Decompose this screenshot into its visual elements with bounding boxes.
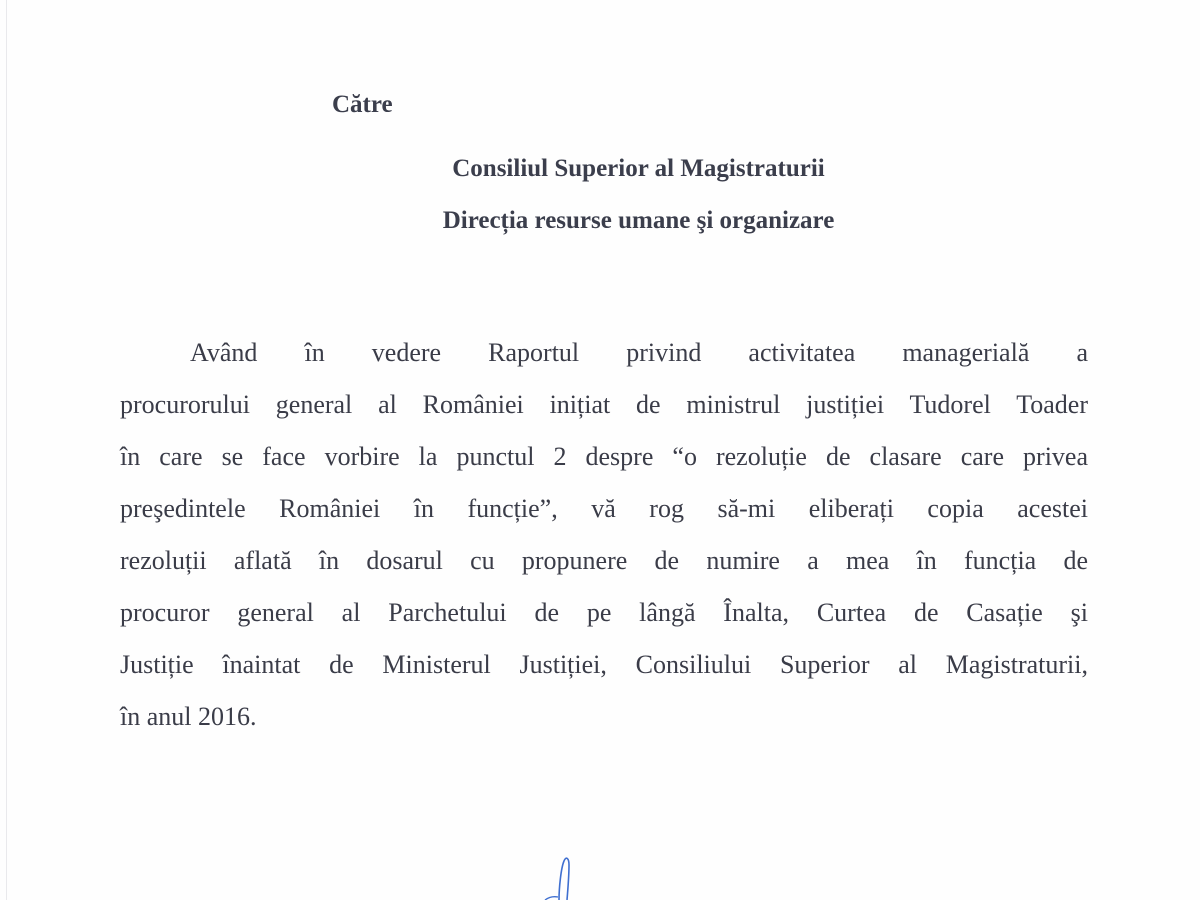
body-line: preşedintele României în funcție”, vă rog să-mi eliberați copia acestei: [120, 494, 1088, 523]
letter-body: [120, 327, 1088, 743]
body-line: procurorului general al României inițiat de ministrul justiției Tudorel Toader: [120, 390, 1088, 419]
recipient-institution: Consiliul Superior al Magistraturii: [452, 155, 825, 182]
signature-mark: [525, 852, 595, 900]
body-line: Având în vedere Raportul privind activitatea managerială a: [190, 338, 1088, 367]
page-edge: [6, 0, 7, 900]
body-line: în anul 2016.: [120, 702, 257, 731]
body-line: procuror general al Parchetului de pe lângă Înalta, Curtea de Casație şi: [120, 598, 1088, 627]
body-line: în care se face vorbire la punctul 2 despre “o rezoluție de clasare care privea: [120, 442, 1088, 471]
body-line: rezoluții aflată în dosarul cu propunere de numire a mea în funcția de: [120, 546, 1088, 575]
recipient-department: Direcția resurse umane şi organizare: [442, 207, 835, 234]
body-line: Justiție înaintat de Ministerul Justiției, Consiliului Superior al Magistraturii,: [120, 650, 1088, 679]
salutation: Către: [332, 91, 393, 118]
